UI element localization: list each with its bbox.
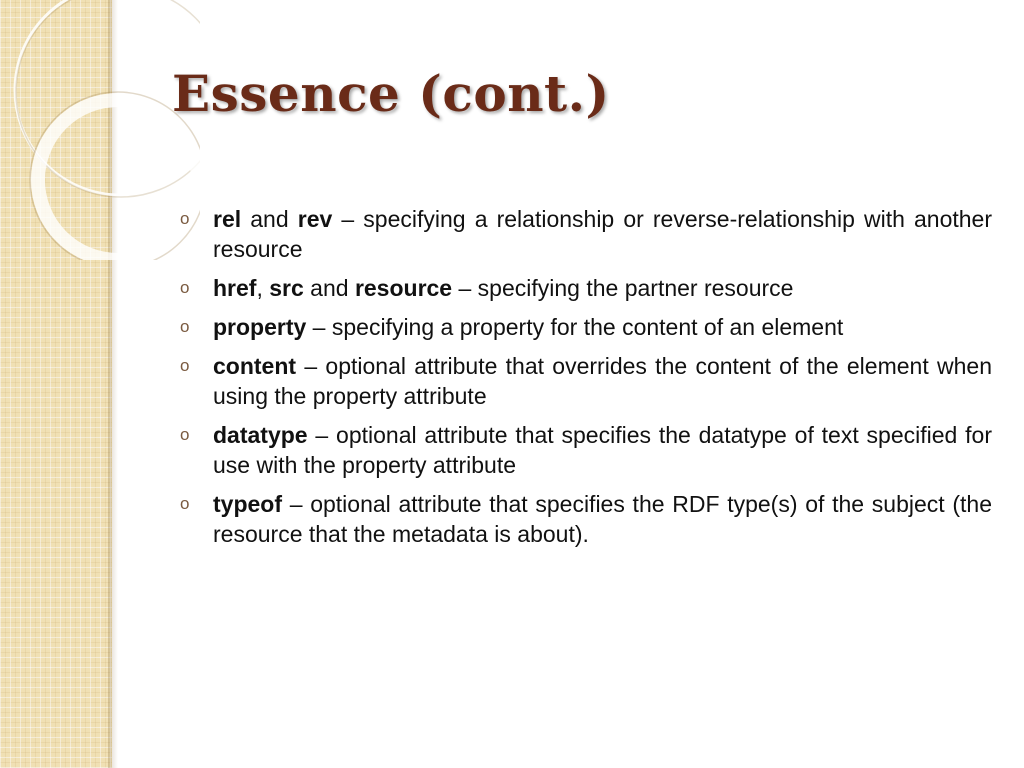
bullet-term: src bbox=[269, 275, 304, 301]
bullet-text: and bbox=[303, 275, 355, 301]
bullet-marker-icon: o bbox=[180, 317, 190, 336]
bullet-text: – specifying the partner resource bbox=[452, 275, 794, 301]
bullet-marker-icon: o bbox=[180, 494, 190, 513]
bullet-text: – specifying a property for the content of an element bbox=[306, 314, 844, 340]
bullet-marker-icon: o bbox=[180, 356, 190, 375]
bullet-term: resource bbox=[354, 275, 453, 301]
bullet-item bbox=[180, 420, 992, 480]
bullet-marker-icon: o bbox=[180, 425, 190, 444]
bullet-term: typeof bbox=[213, 491, 282, 517]
bullet-item bbox=[180, 489, 992, 549]
slide-title: Essence (cont.) bbox=[172, 64, 610, 123]
bullet-text: – optional attribute that specifies the RDF type(s) of the subject (the resource that the metadata is about). bbox=[213, 491, 992, 547]
bullet-text: and bbox=[241, 206, 298, 232]
bullet-term: property bbox=[213, 314, 307, 340]
bullet-term: datatype bbox=[213, 422, 308, 448]
bullet-marker-icon: o bbox=[180, 278, 190, 297]
bullet-item bbox=[180, 312, 992, 342]
bullet-marker-icon: o bbox=[180, 209, 190, 228]
bullet-term: content bbox=[213, 353, 297, 379]
bullet-term: rev bbox=[297, 206, 333, 232]
bullet-text: – optional attribute that specifies the datatype of text specified for use with the property attribute bbox=[213, 422, 992, 478]
bullet-text: , bbox=[256, 275, 270, 301]
bullet-item bbox=[180, 273, 992, 303]
bullet-list bbox=[180, 204, 992, 558]
bullet-item bbox=[180, 204, 992, 264]
bullet-text: – optional attribute that overrides the content of the element when using the property attribute bbox=[213, 353, 992, 409]
bullet-item bbox=[180, 351, 992, 411]
decorative-rings bbox=[0, 0, 200, 260]
bullet-term: rel bbox=[213, 206, 242, 232]
bullet-term: href bbox=[213, 275, 257, 301]
bullet-text: – specifying a relationship or reverse-relationship with another resource bbox=[213, 206, 993, 262]
